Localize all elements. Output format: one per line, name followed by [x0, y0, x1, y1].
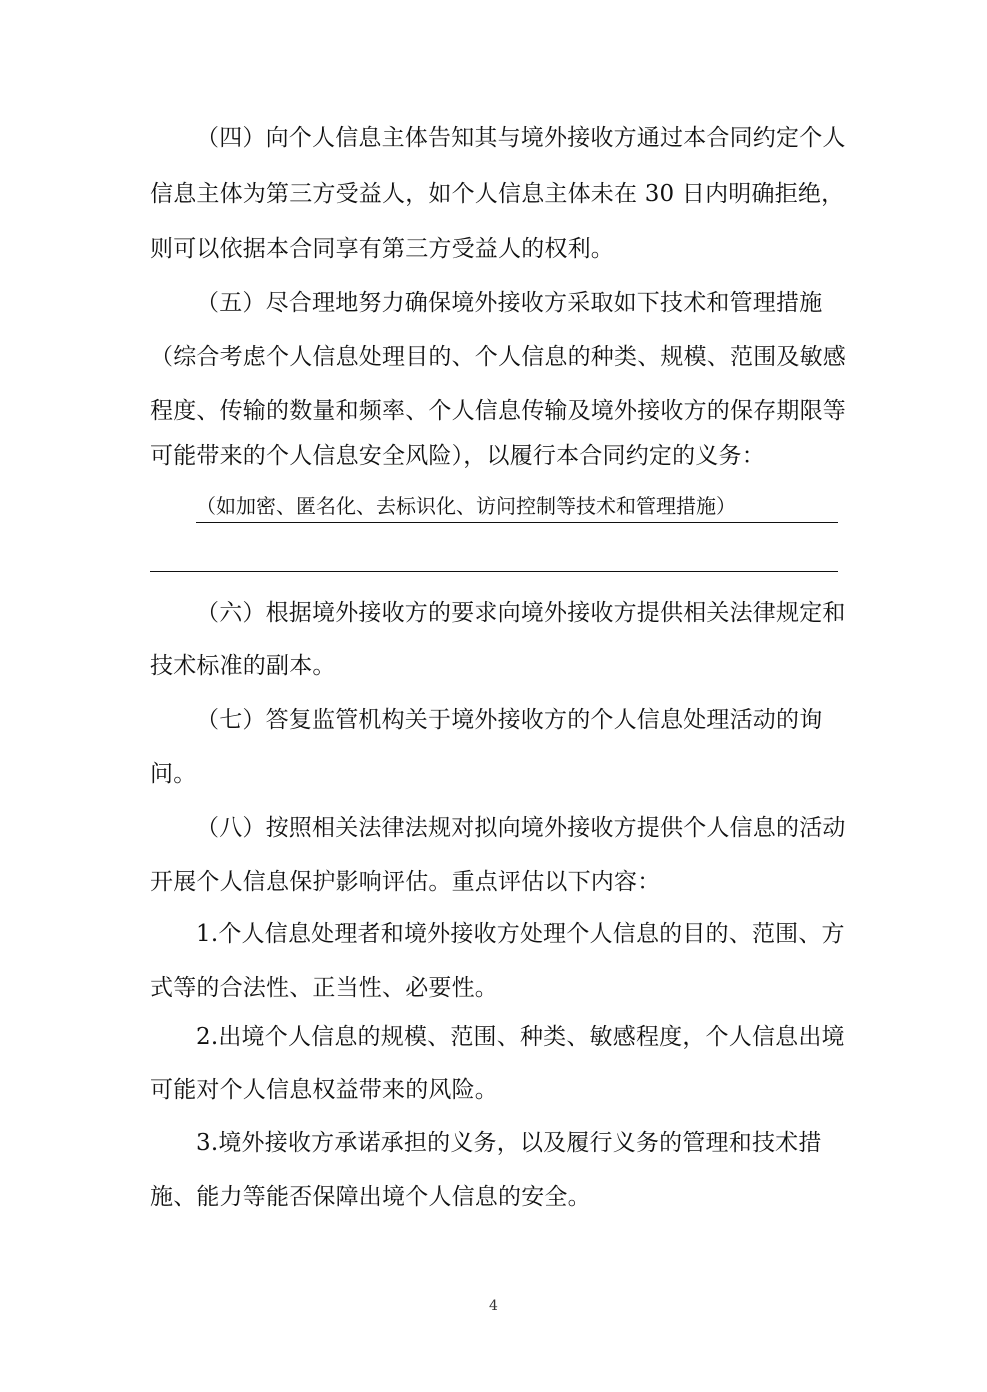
paragraph-4-line-3: 则可以依据本合同享有第三方受益人的权利。	[150, 236, 614, 262]
paragraph-5-line-2: （综合考虑个人信息处理目的、个人信息的种类、规模、范围及敏感	[150, 344, 846, 370]
paragraph-4-line-1: （四）向个人信息主体告知其与境外接收方通过本合同约定个人	[196, 125, 846, 151]
item-3-line-2: 施、能力等能否保障出境个人信息的安全。	[150, 1184, 591, 1210]
paragraph-7-line-1: （七）答复监管机构关于境外接收方的个人信息处理活动的询	[196, 707, 823, 733]
fill-in-text: （如加密、匿名化、去标识化、访问控制等技术和管理措施）	[196, 494, 736, 518]
paragraph-6-line-1: （六）根据境外接收方的要求向境外接收方提供相关法律规定和	[196, 600, 846, 626]
paragraph-8-line-1: （八）按照相关法律法规对拟向境外接收方提供个人信息的活动	[196, 815, 846, 841]
paragraph-5-line-1: （五）尽合理地努力确保境外接收方采取如下技术和管理措施	[196, 290, 823, 316]
paragraph-8-line-2: 开展个人信息保护影响评估。重点评估以下内容：	[150, 869, 661, 895]
paragraph-5-line-3: 程度、传输的数量和频率、个人信息传输及境外接收方的保存期限等	[150, 398, 846, 424]
item-3-line-1: 3.境外接收方承诺承担的义务，以及履行义务的管理和技术措	[196, 1130, 822, 1156]
item-1-line-1: 1.个人信息处理者和境外接收方处理个人信息的目的、范围、方	[196, 921, 845, 947]
page-number: 4	[489, 1298, 498, 1314]
item-1-line-2: 式等的合法性、正当性、必要性。	[150, 975, 498, 1001]
paragraph-5-line-4: 可能带来的个人信息安全风险），以履行本合同约定的义务：	[150, 443, 765, 469]
item-2-line-2: 可能对个人信息权益带来的风险。	[150, 1077, 498, 1103]
paragraph-7-line-2: 问。	[150, 761, 197, 787]
paragraph-6-line-2: 技术标准的副本。	[150, 653, 336, 679]
fill-in-line	[196, 490, 838, 523]
blank-underline	[150, 571, 838, 572]
paragraph-4-line-2: 信息主体为第三方受益人，如个人信息主体未在 30 日内明确拒绝，	[150, 181, 845, 207]
item-2-line-1: 2.出境个人信息的规模、范围、种类、敏感程度，个人信息出境	[196, 1024, 845, 1050]
